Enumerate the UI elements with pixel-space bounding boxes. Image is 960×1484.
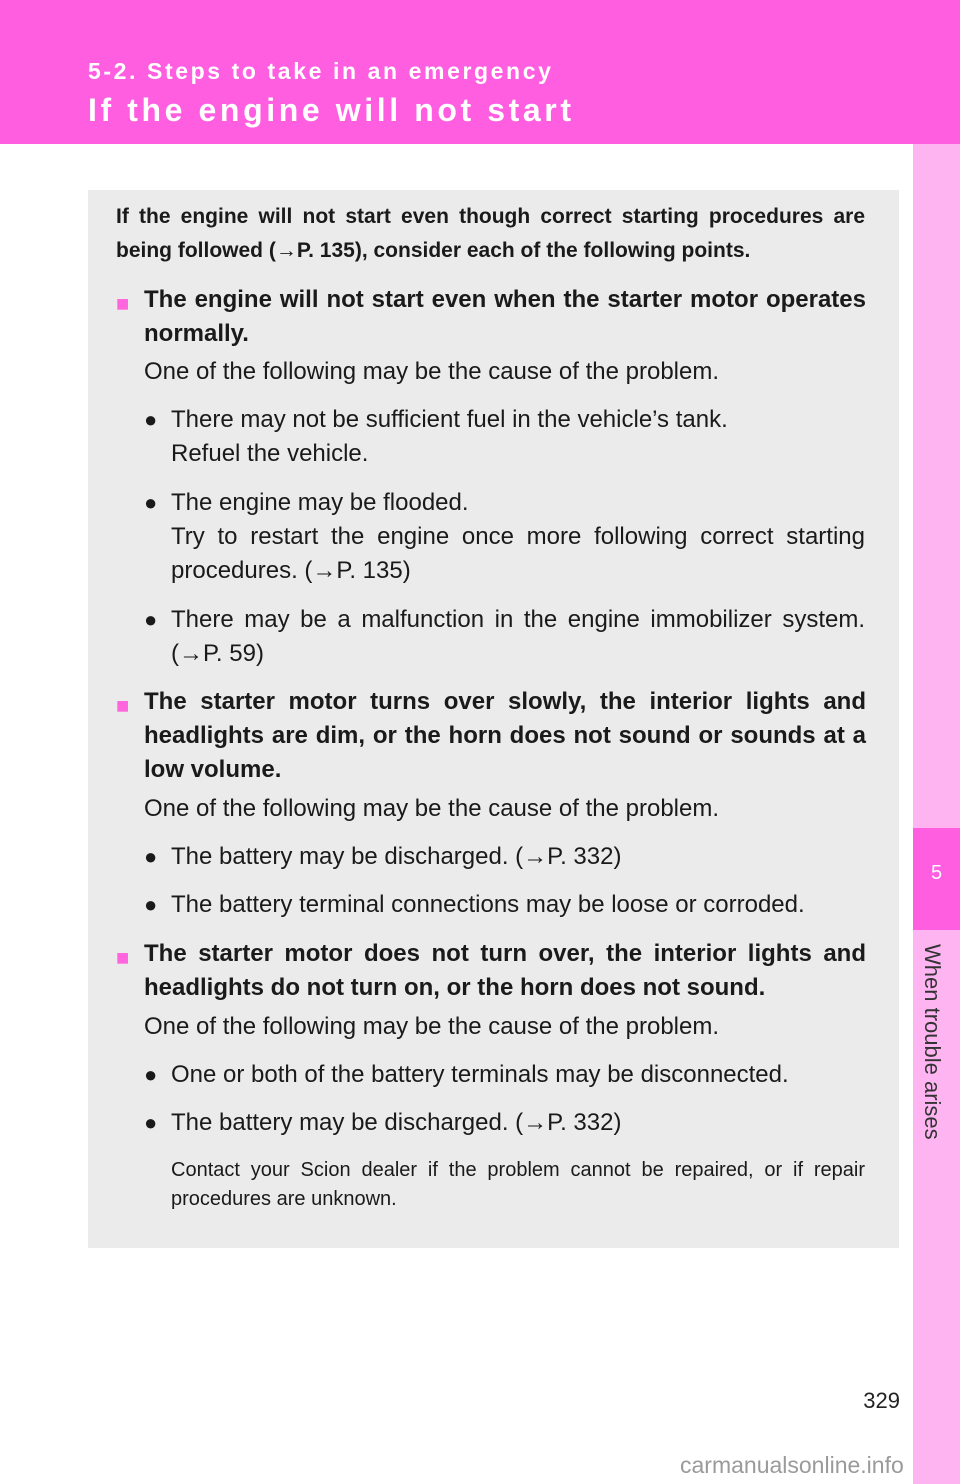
round-bullet-icon: ● [144, 1062, 158, 1087]
list-item-text: The battery may be discharged. (→P. 332) [171, 1109, 622, 1136]
cause-text: One of the following may be the cause of the problem. [144, 358, 720, 385]
section-heading-text: The starter motor does not turn over, the interior lights and headlights do not turn on, or the horn does not sound. [144, 940, 866, 1001]
round-bullet-icon: ● [144, 844, 158, 869]
square-bullet-icon: ■ [116, 693, 130, 718]
chapter-side-tab [913, 144, 960, 1484]
section-label: 5-2. Steps to take in an emergency [88, 58, 554, 84]
list-item-text: The battery terminal connections may be loose or corroded. [171, 891, 805, 918]
watermark: carmanualsonline.info [680, 1452, 904, 1478]
round-bullet-icon: ● [144, 892, 158, 917]
round-bullet-icon: ● [144, 607, 158, 632]
round-bullet-icon: ● [144, 490, 158, 515]
chapter-number: 5 [930, 862, 943, 884]
list-item-text: The engine may be flooded. Try to restart the engine once more following correct starting procedures. (→P. 135) [171, 489, 865, 584]
round-bullet-icon: ● [144, 1110, 158, 1135]
list-item-text: There may not be sufficient fuel in the vehicle’s tank. Refuel the vehicle. [171, 406, 728, 467]
list-item-text: One or both of the battery terminals may be disconnected. [171, 1061, 789, 1088]
list-item-text: There may be a malfunction in the engine immobilizer system. (→P. 59) [171, 606, 865, 667]
page-title: If the engine will not start [88, 92, 575, 128]
square-bullet-icon: ■ [116, 291, 130, 316]
intro-text: If the engine will not start even though correct starting procedures are being followed (→P. 135), consider each of the following points. [116, 205, 865, 262]
chapter-title: When trouble arises [920, 944, 945, 1140]
section-heading-text: The engine will not start even when the starter motor operates normally. [144, 286, 866, 347]
dealer-note: Contact your Scion dealer if the problem cannot be repaired, or if repair procedures are unknown. [171, 1159, 865, 1210]
cause-text: One of the following may be the cause of the problem. [144, 1013, 720, 1040]
square-bullet-icon: ■ [116, 945, 130, 970]
cause-text: One of the following may be the cause of the problem. [144, 795, 720, 822]
list-item-text: The battery may be discharged. (→P. 332) [171, 843, 622, 870]
round-bullet-icon: ● [144, 407, 158, 432]
section-heading-text: The starter motor turns over slowly, the interior lights and headlights are dim, or the horn does not sound or sounds at a low volume. [144, 688, 866, 783]
page-number: 329 [863, 1388, 900, 1413]
